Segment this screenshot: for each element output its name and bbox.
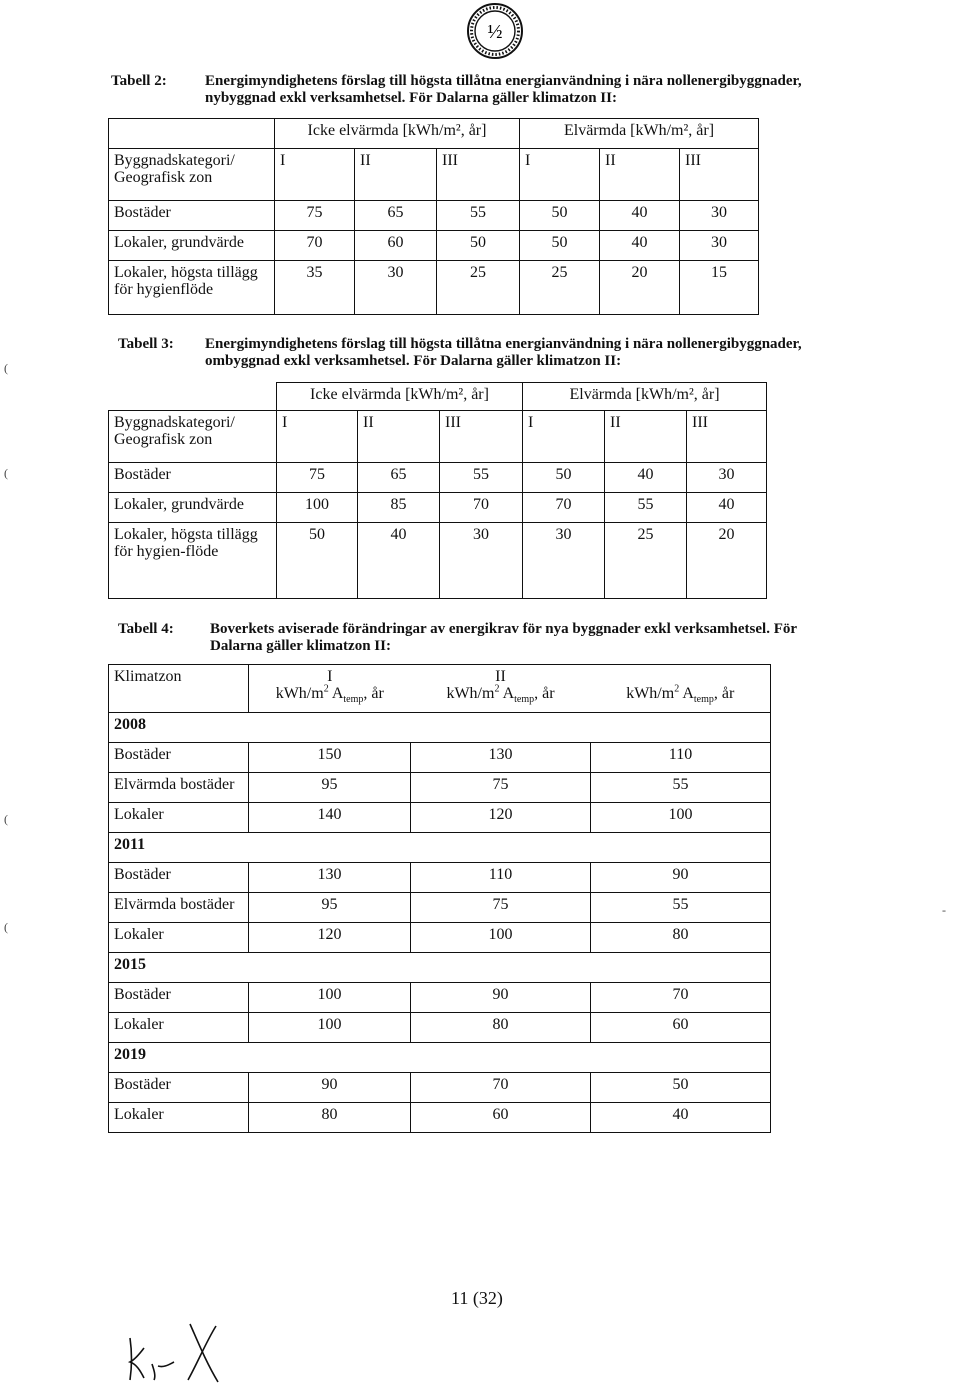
- cell-value: 55: [440, 463, 523, 493]
- row-label: Elvärmda bostäder: [109, 773, 249, 803]
- zone-header: [596, 668, 766, 685]
- cell-value: 50: [520, 201, 600, 231]
- row-label: Bostäder: [109, 1073, 249, 1103]
- table2-caption: [205, 73, 905, 107]
- zone-header: I: [327, 668, 333, 685]
- zone-header-label: Klimatzon: [109, 665, 249, 713]
- table3-category-header: Byggnadskategori/ Geografisk zon: [109, 411, 277, 463]
- cell-value: 80: [249, 1103, 411, 1133]
- row-label: Lokaler, grundvärde: [109, 493, 277, 523]
- table-row: [109, 773, 771, 803]
- cell-value: 55: [605, 493, 687, 523]
- table-row: [109, 149, 759, 201]
- table3-caption-line1: Energimyndighetens förslag till högsta tillåtna energianvändning i nära nollenergibyggnader,: [205, 336, 802, 352]
- seal-stamp-icon: [466, 2, 524, 60]
- table2-category-header: Byggnadskategori/ Geografisk zon: [109, 149, 275, 201]
- cell-value: 90: [411, 983, 591, 1013]
- row-label: Bostäder: [109, 743, 249, 773]
- unit-label: kWh/$m^2$ $A_{temp}$, år: [626, 683, 735, 706]
- cell-value: 60: [591, 1013, 771, 1043]
- cell-value: 50: [591, 1073, 771, 1103]
- row-label: Bostäder: [109, 463, 277, 493]
- cell-value: 50: [520, 231, 600, 261]
- cell-value: 110: [411, 863, 591, 893]
- cell-value: 100: [249, 983, 411, 1013]
- table2-caption-line1: Energimyndighetens förslag till högsta tillåtna energianvändning i nära nollenergibyggnader,: [205, 73, 802, 89]
- cell-value: 40: [600, 231, 680, 261]
- row-label: Lokaler, högsta tillägg för hygien-flöde: [109, 523, 277, 599]
- margin-mark: -: [942, 903, 946, 917]
- year-header: 2011: [109, 833, 771, 863]
- zone-header: II: [355, 149, 437, 201]
- page-number: 11 (32): [451, 1288, 503, 1308]
- cell-value: 130: [411, 743, 591, 773]
- cell-value: 100: [411, 923, 591, 953]
- margin-mark: (: [4, 920, 8, 934]
- cell-value: 40: [358, 523, 440, 599]
- row-label: Bostäder: [109, 201, 275, 231]
- table-row: [109, 665, 771, 713]
- row-label: Bostäder: [109, 983, 249, 1013]
- cell-value: 100: [591, 803, 771, 833]
- table4-caption-line2: Dalarna gäller klimatzon II:: [210, 638, 391, 654]
- cell-value: 140: [249, 803, 411, 833]
- unit-label: kWh/$m^2$ $A_{temp}$, år: [275, 683, 384, 706]
- zone-header: I: [523, 411, 605, 463]
- cell-value: 70: [275, 231, 355, 261]
- cell-value: 40: [605, 463, 687, 493]
- cell-value: 120: [411, 803, 591, 833]
- zone-header: III: [687, 411, 767, 463]
- cell-value: 90: [591, 863, 771, 893]
- cell-value: 30: [523, 523, 605, 599]
- cell-value: 40: [591, 1103, 771, 1133]
- cell-value: 75: [277, 463, 358, 493]
- row-label: Lokaler, grundvärde: [109, 231, 275, 261]
- zone-header: III: [437, 149, 520, 201]
- cell-value: 40: [600, 201, 680, 231]
- cell-value: 30: [440, 523, 523, 599]
- cell-value: 70: [523, 493, 605, 523]
- cell-value: 30: [355, 261, 437, 315]
- zone-header: II: [495, 668, 506, 685]
- table3-caption: [205, 336, 905, 370]
- cell-value: 25: [520, 261, 600, 315]
- table-row: [109, 743, 771, 773]
- cell-value: 50: [277, 523, 358, 599]
- cell-value: 25: [437, 261, 520, 315]
- table-row: [109, 411, 767, 463]
- cell-value: 85: [358, 493, 440, 523]
- table4-caption-line1: Boverkets aviserade förändringar av energikrav för nya byggnader exkl verksamhetsel. För: [210, 621, 798, 637]
- cell-value: 90: [249, 1073, 411, 1103]
- cell-value: 65: [355, 201, 437, 231]
- cell-value: 75: [411, 893, 591, 923]
- row-label: Lokaler: [109, 1013, 249, 1043]
- table-row: [109, 493, 767, 523]
- zone-header: I: [275, 149, 355, 201]
- row-label: Lokaler, högsta tillägg för hygienflöde: [109, 261, 275, 315]
- table-row: [109, 923, 771, 953]
- cell-value: 95: [249, 773, 411, 803]
- table3-group-b: Elvärmda [kWh/m², år]: [523, 383, 767, 411]
- table-row: [109, 713, 771, 743]
- year-header: 2015: [109, 953, 771, 983]
- table2-label: Tabell 2:: [111, 73, 167, 89]
- table-row: [109, 231, 759, 261]
- table-row: [109, 261, 759, 315]
- cell-value: 100: [249, 1013, 411, 1043]
- zone-header: I: [520, 149, 600, 201]
- cell-value: 55: [591, 893, 771, 923]
- cell-value: 15: [680, 261, 759, 315]
- cell-value: 75: [411, 773, 591, 803]
- cell-value: 80: [411, 1013, 591, 1043]
- cell-value: 30: [680, 231, 759, 261]
- cell-value: 65: [358, 463, 440, 493]
- cell-value: 30: [687, 463, 767, 493]
- signature-icon: [118, 1318, 230, 1386]
- table-row: [109, 1073, 771, 1103]
- table-row: [109, 1013, 771, 1043]
- table4: [108, 664, 771, 1133]
- zone-header: II: [605, 411, 687, 463]
- table-row: [109, 1103, 771, 1133]
- cell-value: 80: [591, 923, 771, 953]
- table3: [108, 382, 767, 599]
- year-header: 2019: [109, 1043, 771, 1073]
- cell-value: 100: [277, 493, 358, 523]
- margin-mark: (: [4, 361, 8, 375]
- cell-value: 20: [600, 261, 680, 315]
- table4-caption: [210, 621, 910, 655]
- row-label: Lokaler: [109, 923, 249, 953]
- cell-value: 60: [411, 1103, 591, 1133]
- table-row: [109, 863, 771, 893]
- cell-value: 60: [355, 231, 437, 261]
- table3-caption-line2: ombyggnad exkl verksamhetsel. För Dalarna gäller klimatzon II:: [205, 353, 622, 369]
- cell-value: 20: [687, 523, 767, 599]
- row-label: Lokaler: [109, 1103, 249, 1133]
- cell-value: 50: [523, 463, 605, 493]
- table-row: [109, 523, 767, 599]
- row-label: Lokaler: [109, 803, 249, 833]
- table-row: [109, 383, 767, 411]
- table-row: [109, 1043, 771, 1073]
- year-header: 2008: [109, 713, 771, 743]
- cell-value: 55: [437, 201, 520, 231]
- table3-group-a: Icke elvärmda [kWh/m², år]: [277, 383, 523, 411]
- table-row: [109, 463, 767, 493]
- zone-header: II: [600, 149, 680, 201]
- table-row: [109, 983, 771, 1013]
- cell-value: 150: [249, 743, 411, 773]
- table2: [108, 118, 759, 315]
- cell-value: 55: [591, 773, 771, 803]
- unit-label: kWh/$m^2$ $A_{temp}$, år: [446, 683, 555, 706]
- cell-value: 30: [680, 201, 759, 231]
- margin-mark: (: [4, 466, 8, 480]
- cell-value: 40: [687, 493, 767, 523]
- table-row: [109, 833, 771, 863]
- table-row: [109, 803, 771, 833]
- table3-label: Tabell 3:: [118, 336, 174, 352]
- cell-value: 25: [605, 523, 687, 599]
- cell-value: 110: [591, 743, 771, 773]
- zone-header: III: [440, 411, 523, 463]
- cell-value: 75: [275, 201, 355, 231]
- table-row: [109, 201, 759, 231]
- table-row: [109, 119, 759, 149]
- cell-value: 120: [249, 923, 411, 953]
- row-label: Elvärmda bostäder: [109, 893, 249, 923]
- row-label: Bostäder: [109, 863, 249, 893]
- table-row: [109, 893, 771, 923]
- stamp-label: ½: [487, 21, 503, 43]
- cell-value: 70: [411, 1073, 591, 1103]
- cell-value: 70: [591, 983, 771, 1013]
- table-row: [109, 953, 771, 983]
- zone-header: I: [277, 411, 358, 463]
- cell-value: 50: [437, 231, 520, 261]
- table2-caption-line2: nybyggnad exkl verksamhetsel. För Dalarna gäller klimatzon II:: [205, 90, 617, 106]
- cell-value: 35: [275, 261, 355, 315]
- cell-value: 95: [249, 893, 411, 923]
- cell-value: 130: [249, 863, 411, 893]
- margin-mark: (: [4, 812, 8, 826]
- cell-value: 70: [440, 493, 523, 523]
- zone-header: II: [358, 411, 440, 463]
- zone-header: III: [680, 149, 759, 201]
- table2-group-b: Elvärmda [kWh/m², år]: [520, 119, 759, 149]
- table4-label: Tabell 4:: [118, 621, 174, 637]
- table2-group-a: Icke elvärmda [kWh/m², år]: [275, 119, 520, 149]
